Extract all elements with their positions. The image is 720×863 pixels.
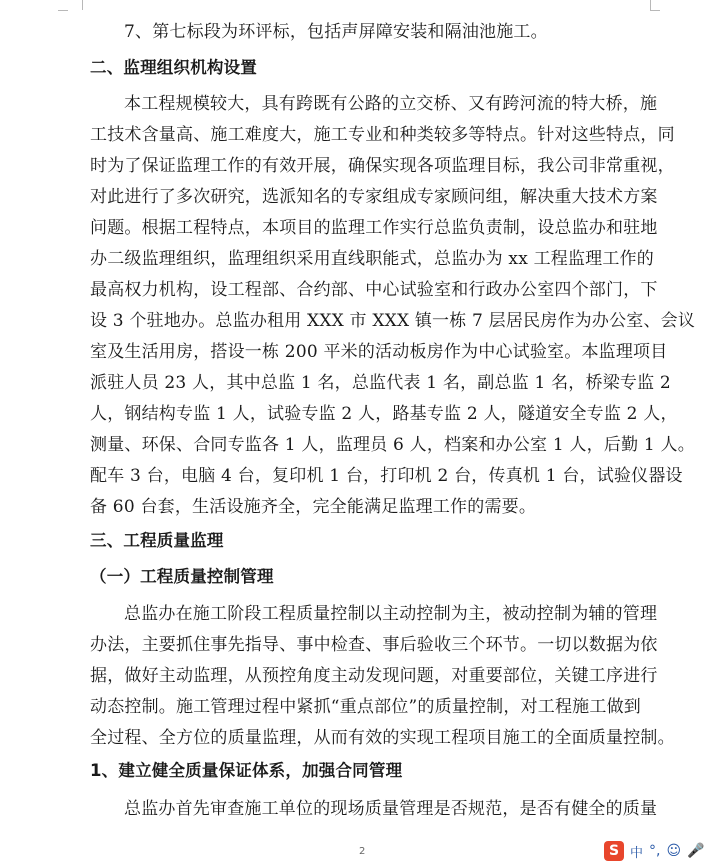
page-corner-mark bbox=[58, 10, 68, 11]
section-heading: 三、工程质量监理 bbox=[90, 531, 224, 550]
paragraph-line: 动态控制。施工管理过程中紧抓“重点部位”的质量控制，对工程施工做到 bbox=[90, 697, 641, 717]
subsection-heading: （一）工程质量控制管理 bbox=[90, 567, 274, 586]
paragraph-line: 对此进行了多次研究，选派知名的专家组成专家顾问组，解决重大技术方案 bbox=[90, 187, 658, 207]
paragraph-line: 本工程规模较大，具有跨既有公路的立交桥、又有跨河流的特大桥，施 bbox=[124, 94, 658, 114]
section-heading: 二、监理组织机构设置 bbox=[90, 58, 257, 77]
paragraph-line: 设 3 个驻地办。总监办租用 XXX 市 XXX 镇一栋 7 层居民房作为办公室、会议 bbox=[90, 311, 696, 331]
ime-toolbar[interactable] bbox=[604, 840, 705, 862]
page-number: 2 bbox=[359, 846, 366, 857]
paragraph-line: 测量、环保、合同专监各 1 人，监理员 6 人，档案和办公室 1 人，后勤 1 人。 bbox=[90, 435, 695, 455]
paragraph-line: 总监办首先审查施工单位的现场质量管理是否规范，是否有健全的质量 bbox=[124, 799, 658, 819]
microphone-icon[interactable]: 🎤 bbox=[687, 843, 705, 859]
paragraph-line: 办法，主要抓住事先指导、事中检查、事后验收三个环节。一切以数据为依 bbox=[90, 635, 658, 655]
paragraph-line: 派驻人员 23 人，其中总监 1 名，总监代表 1 名，副总监 1 名，桥梁专监 2 bbox=[90, 373, 671, 393]
paragraph-line: 人，钢结构专监 1 人，试验专监 2 人，路基专监 2 人，隧道安全专监 2 人， bbox=[90, 404, 678, 424]
paragraph-line: 时为了保证监理工作的有效开展，确保实现各项监理目标，我公司非常重视， bbox=[90, 156, 675, 176]
paragraph-line: 全过程、全方位的质量监理，从而有效的实现工程项目施工的全面质量控制。 bbox=[90, 728, 675, 748]
ime-language-toggle[interactable]: 中 bbox=[630, 845, 644, 861]
paragraph-line: 问题。根据工程特点，本项目的监理工作实行总监负责制，设总监办和驻地 bbox=[90, 218, 658, 238]
paragraph-line: 配车 3 台，电脑 4 台，复印机 1 台，打印机 2 台，传真机 1 台，试验仪器设 bbox=[90, 466, 683, 486]
paragraph-line: 办二级监理组织，监理组织采用直线职能式，总监办为 xx 工程监理工作的 bbox=[90, 249, 654, 269]
list-item: 7、第七标段为环评标，包括声屏障安装和隔油池施工。 bbox=[124, 22, 548, 42]
page-corner-mark bbox=[650, 10, 660, 11]
paragraph-line: 最高权力机构，设工程部、合约部、中心试验室和行政办公室四个部门，下 bbox=[90, 280, 658, 300]
paragraph-line: 室及生活用房，搭设一栋 200 平米的活动板房作为中心试验室。本监理项目 bbox=[90, 342, 668, 362]
emoji-icon[interactable]: ☺ bbox=[666, 843, 682, 859]
page-corner-mark bbox=[68, 0, 83, 10]
page-corner-mark bbox=[650, 0, 665, 10]
punctuation-icon[interactable]: °, bbox=[649, 843, 661, 859]
paragraph-line: 工技术含量高、施工难度大，施工专业和种类较多等特点。针对这些特点，同 bbox=[90, 125, 675, 145]
sogou-logo-icon[interactable]: S bbox=[604, 841, 624, 861]
paragraph-line: 据，做好主动监理，从预控角度主动发现问题，对重要部位，关键工序进行 bbox=[90, 666, 658, 686]
subsection-heading: 1、建立健全质量保证体系，加强合同管理 bbox=[90, 761, 403, 780]
paragraph-line: 总监办在施工阶段工程质量控制以主动控制为主，被动控制为辅的管理 bbox=[124, 604, 658, 624]
paragraph-line: 备 60 台套，生活设施齐全，完全能满足监理工作的需要。 bbox=[90, 497, 537, 517]
